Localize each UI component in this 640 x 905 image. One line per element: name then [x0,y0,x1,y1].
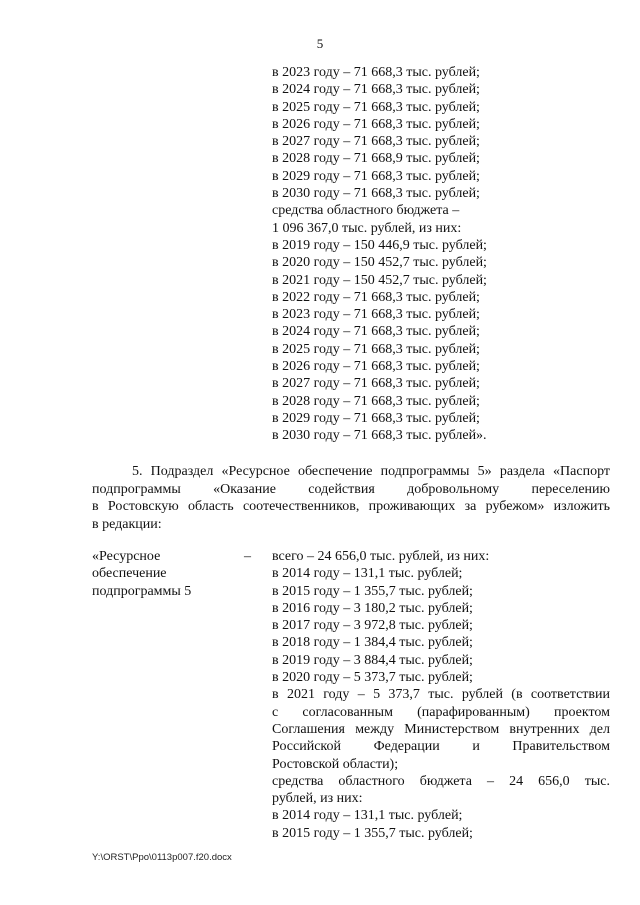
funding-line: в 2024 году – 71 668,3 тыс. рублей; [272,324,480,340]
note-line: Соглашения между Министерством внутренних дел [272,721,610,737]
funding-line: в 2015 году – 1 355,7 тыс. рублей; [272,825,473,841]
funding-line: 1 096 367,0 тыс. рублей, из них: [272,220,462,236]
funding-line: в 2030 году – 71 668,3 тыс. рублей; [272,186,480,202]
label-line: «Ресурсное [92,549,161,564]
paragraph-line: в Ростовскую область соотечественников, проживающих за рубежом» изложить [92,499,610,514]
funding-line: в 2025 году – 71 668,3 тыс. рублей; [272,341,480,357]
funding-line: всего – 24 656,0 тыс. рублей, из них: [272,549,490,564]
funding-line: в 2023 году – 71 668,3 тыс. рублей; [272,65,480,80]
funding-line: в 2017 году – 3 972,8 тыс. рублей; [272,618,473,634]
funding-line: в 2022 году – 71 668,3 тыс. рублей; [272,289,480,305]
funding-line: в 2019 году – 3 884,4 тыс. рублей; [272,652,473,668]
funding-line: в 2027 году – 71 668,3 тыс. рублей; [272,134,480,150]
funding-line: средства областного бюджета – [272,203,460,219]
funding-line: в 2023 году – 71 668,3 тыс. рублей; [272,307,480,323]
funding-line: в 2026 году – 71 668,3 тыс. рублей; [272,359,480,375]
funding-line: в 2027 году – 71 668,3 тыс. рублей; [272,376,480,392]
note-line: в 2021 году – 5 373,7 тыс. рублей (в соответствии [272,687,610,703]
funding-line: в 2025 году – 71 668,3 тыс. рублей; [272,99,480,115]
funding-list-continued [272,64,512,445]
label-line: подпрограммы 5 [92,583,192,599]
section-5-paragraph [92,463,610,533]
file-path-footer: Y:\ORST\Ppo\0113p007.f20.docx [92,852,232,863]
funding-line: в 2028 году – 71 668,9 тыс. рублей; [272,151,480,167]
paragraph-line: подпрограммы «Оказание содействия добровольному переселению [92,481,610,497]
funding-line: в 2015 году – 1 355,7 тыс. рублей; [272,583,473,599]
page-number: 5 [316,36,324,51]
paragraph-line: 5. Подраздел «Ресурсное обеспечение подпрограммы 5» раздела «Паспорт [132,464,610,479]
funding-line: в 2026 году – 71 668,3 тыс. рублей; [272,116,480,132]
funding-line: в 2029 году – 71 668,3 тыс. рублей; [272,168,480,184]
funding-line: в 2021 году – 150 452,7 тыс. рублей; [272,272,487,288]
note-line: Ростовской области); [272,756,399,772]
budget-line: средства областного бюджета – 24 656,0 тыс. [272,773,610,789]
budget-line: рублей, из них: [272,791,363,807]
funding-line: в 2016 году – 3 180,2 тыс. рублей; [272,600,473,616]
resource-provision-values [272,548,610,842]
note-line: с согласованным (парафированным) проектом [272,704,610,720]
note-line: Российской Федерации и Правительством [272,739,610,755]
label-dash: – [244,549,251,564]
funding-line: в 2018 году – 1 384,4 тыс. рублей; [272,635,473,651]
funding-line: в 2024 году – 71 668,3 тыс. рублей; [272,82,480,98]
label-line: обеспечение [92,566,167,582]
paragraph-line: в редакции: [92,516,162,532]
funding-line: в 2028 году – 71 668,3 тыс. рублей; [272,393,480,409]
funding-line: в 2029 году – 71 668,3 тыс. рублей; [272,410,480,426]
funding-line: в 2014 году – 131,1 тыс. рублей; [272,808,463,824]
funding-line: в 2030 году – 71 668,3 тыс. рублей». [272,428,487,444]
funding-line: в 2019 году – 150 446,9 тыс. рублей; [272,237,487,253]
funding-line: в 2014 году – 131,1 тыс. рублей; [272,566,463,582]
resource-provision-label [92,548,242,600]
funding-line: в 2020 году – 150 452,7 тыс. рублей; [272,255,487,271]
funding-line: в 2020 году – 5 373,7 тыс. рублей; [272,670,473,686]
